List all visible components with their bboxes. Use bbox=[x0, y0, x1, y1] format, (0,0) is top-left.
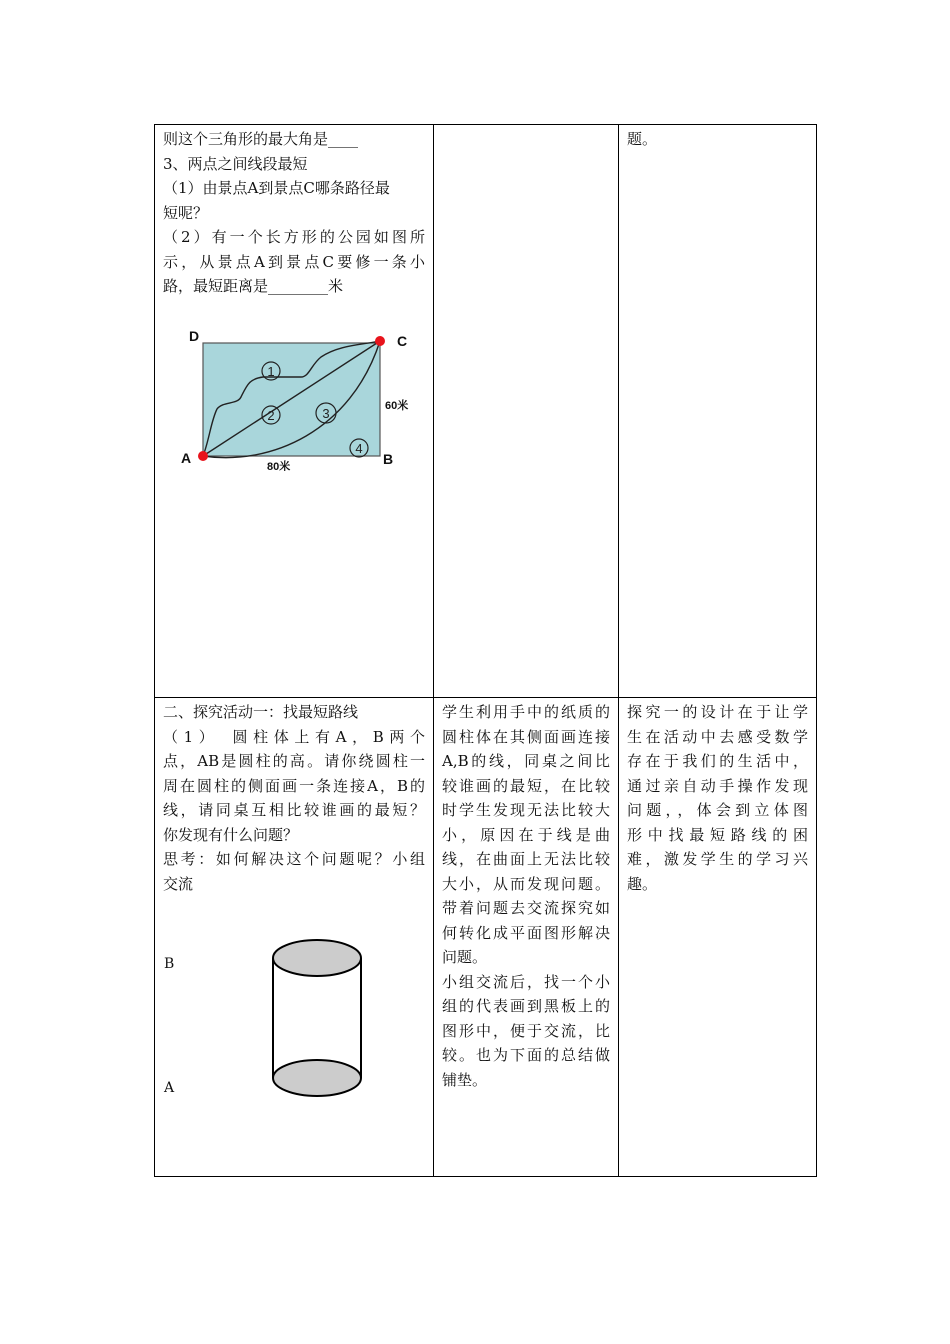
text-line: 交流 bbox=[163, 874, 194, 893]
text-line: 组的代表画到黑板上的 bbox=[442, 997, 610, 1015]
row1-col3-cell bbox=[619, 125, 817, 698]
text-line: 你发现有什么问题？ bbox=[163, 825, 299, 844]
text-line: 探究一的设计在于让学 bbox=[627, 703, 808, 721]
text-line: 圆柱体在其侧面画连接 bbox=[442, 727, 610, 746]
text-line: 较谁画的最短，在比较 bbox=[442, 776, 610, 795]
text-line: 二、探究活动一：找最短路线 bbox=[163, 703, 359, 721]
text-line: 周在圆柱的侧面画一条连接A，B的 bbox=[163, 776, 425, 795]
text-line: 示，从景点A到景点C要修一条小 bbox=[163, 252, 425, 271]
park-diagram bbox=[171, 321, 411, 471]
text-line: 生在活动中去感受数学 bbox=[627, 727, 808, 746]
row1-col2-cell bbox=[434, 125, 619, 698]
text-line: 通过亲自动手操作发现 bbox=[627, 776, 808, 795]
text-line: 较。也为下面的总结做 bbox=[442, 1046, 610, 1064]
path-label-4: 4 bbox=[355, 440, 363, 456]
text-line: 路，最短距离是________米 bbox=[163, 277, 344, 295]
text-line: 难，激发学生的学习兴 bbox=[627, 850, 808, 868]
point-c bbox=[375, 336, 385, 346]
text-line: 线，在曲面上无法比较 bbox=[442, 850, 610, 868]
text-line: 图形中，便于交流，比 bbox=[442, 1021, 610, 1040]
cylinder-bottom-cap bbox=[273, 1060, 361, 1096]
cylinder-top-cap bbox=[273, 940, 361, 976]
text-line: 问题，，体会到立体图 bbox=[627, 801, 808, 819]
label-d: D bbox=[189, 327, 200, 344]
row2-col3-cell bbox=[619, 698, 817, 1177]
lesson-table bbox=[154, 124, 817, 1177]
path-label-2: 2 bbox=[267, 407, 275, 423]
text-line: 带着问题去交流探究如 bbox=[442, 899, 610, 917]
text-line: 何转化成平面图形解决 bbox=[442, 923, 610, 942]
text-line: 题。 bbox=[627, 130, 658, 148]
text-line: （1）由景点A到景点C哪条路径最 bbox=[163, 179, 390, 197]
table-row bbox=[155, 698, 817, 1177]
text-line: （1） 圆柱体上有A，B两个 bbox=[163, 727, 425, 746]
text-line: 小，原因在于线是曲 bbox=[442, 825, 610, 844]
text-line: 形中找最短路线的困 bbox=[627, 825, 808, 844]
text-line: 3、两点之间线段最短 bbox=[163, 154, 308, 173]
row2-col2-cell bbox=[434, 698, 619, 1177]
path-label-1: 1 bbox=[267, 363, 275, 379]
text-line: 思考：如何解决这个问题呢？小组 bbox=[163, 850, 425, 868]
text-line: 存在于我们的生活中， bbox=[627, 752, 808, 770]
row1-col1-cell bbox=[155, 125, 434, 698]
table-row bbox=[155, 125, 817, 698]
text-line: 短呢？ bbox=[163, 203, 209, 222]
label-c: C bbox=[397, 332, 408, 349]
text-line: A,B的线，同桌之间比 bbox=[442, 752, 610, 770]
cylinder-figure bbox=[163, 896, 425, 1176]
cylinder-label-a: A bbox=[164, 1080, 175, 1096]
width-label: 80米 bbox=[267, 460, 291, 471]
text-line: 线，请同桌互相比较谁画的最短？ bbox=[163, 801, 425, 819]
cylinder-label-b: B bbox=[164, 956, 175, 972]
text-line: 大小，从而发现问题。 bbox=[442, 874, 610, 893]
text-line: 点，AB是圆柱的高。请你绕圆柱一 bbox=[163, 752, 425, 770]
text-line: 小组交流后，找一个小 bbox=[442, 972, 610, 991]
height-label: 60米 bbox=[385, 399, 409, 412]
text-line: 问题。 bbox=[442, 948, 488, 966]
label-a: A bbox=[181, 449, 192, 466]
text-line: 趣。 bbox=[627, 874, 658, 893]
text-line: 铺垫。 bbox=[442, 1070, 488, 1089]
text-line: 时学生发现无法比较大 bbox=[442, 801, 610, 819]
label-b: B bbox=[383, 450, 394, 467]
text-line: 则这个三角形的最大角是____ bbox=[163, 130, 359, 148]
path-label-3: 3 bbox=[322, 405, 330, 421]
row2-col1-cell bbox=[155, 698, 434, 1177]
point-a bbox=[198, 451, 208, 461]
cylinder-drawing bbox=[267, 936, 367, 1106]
text-line: 学生利用手中的纸质的 bbox=[442, 703, 610, 721]
text-line: （2）有一个长方形的公园如图所 bbox=[163, 228, 425, 246]
